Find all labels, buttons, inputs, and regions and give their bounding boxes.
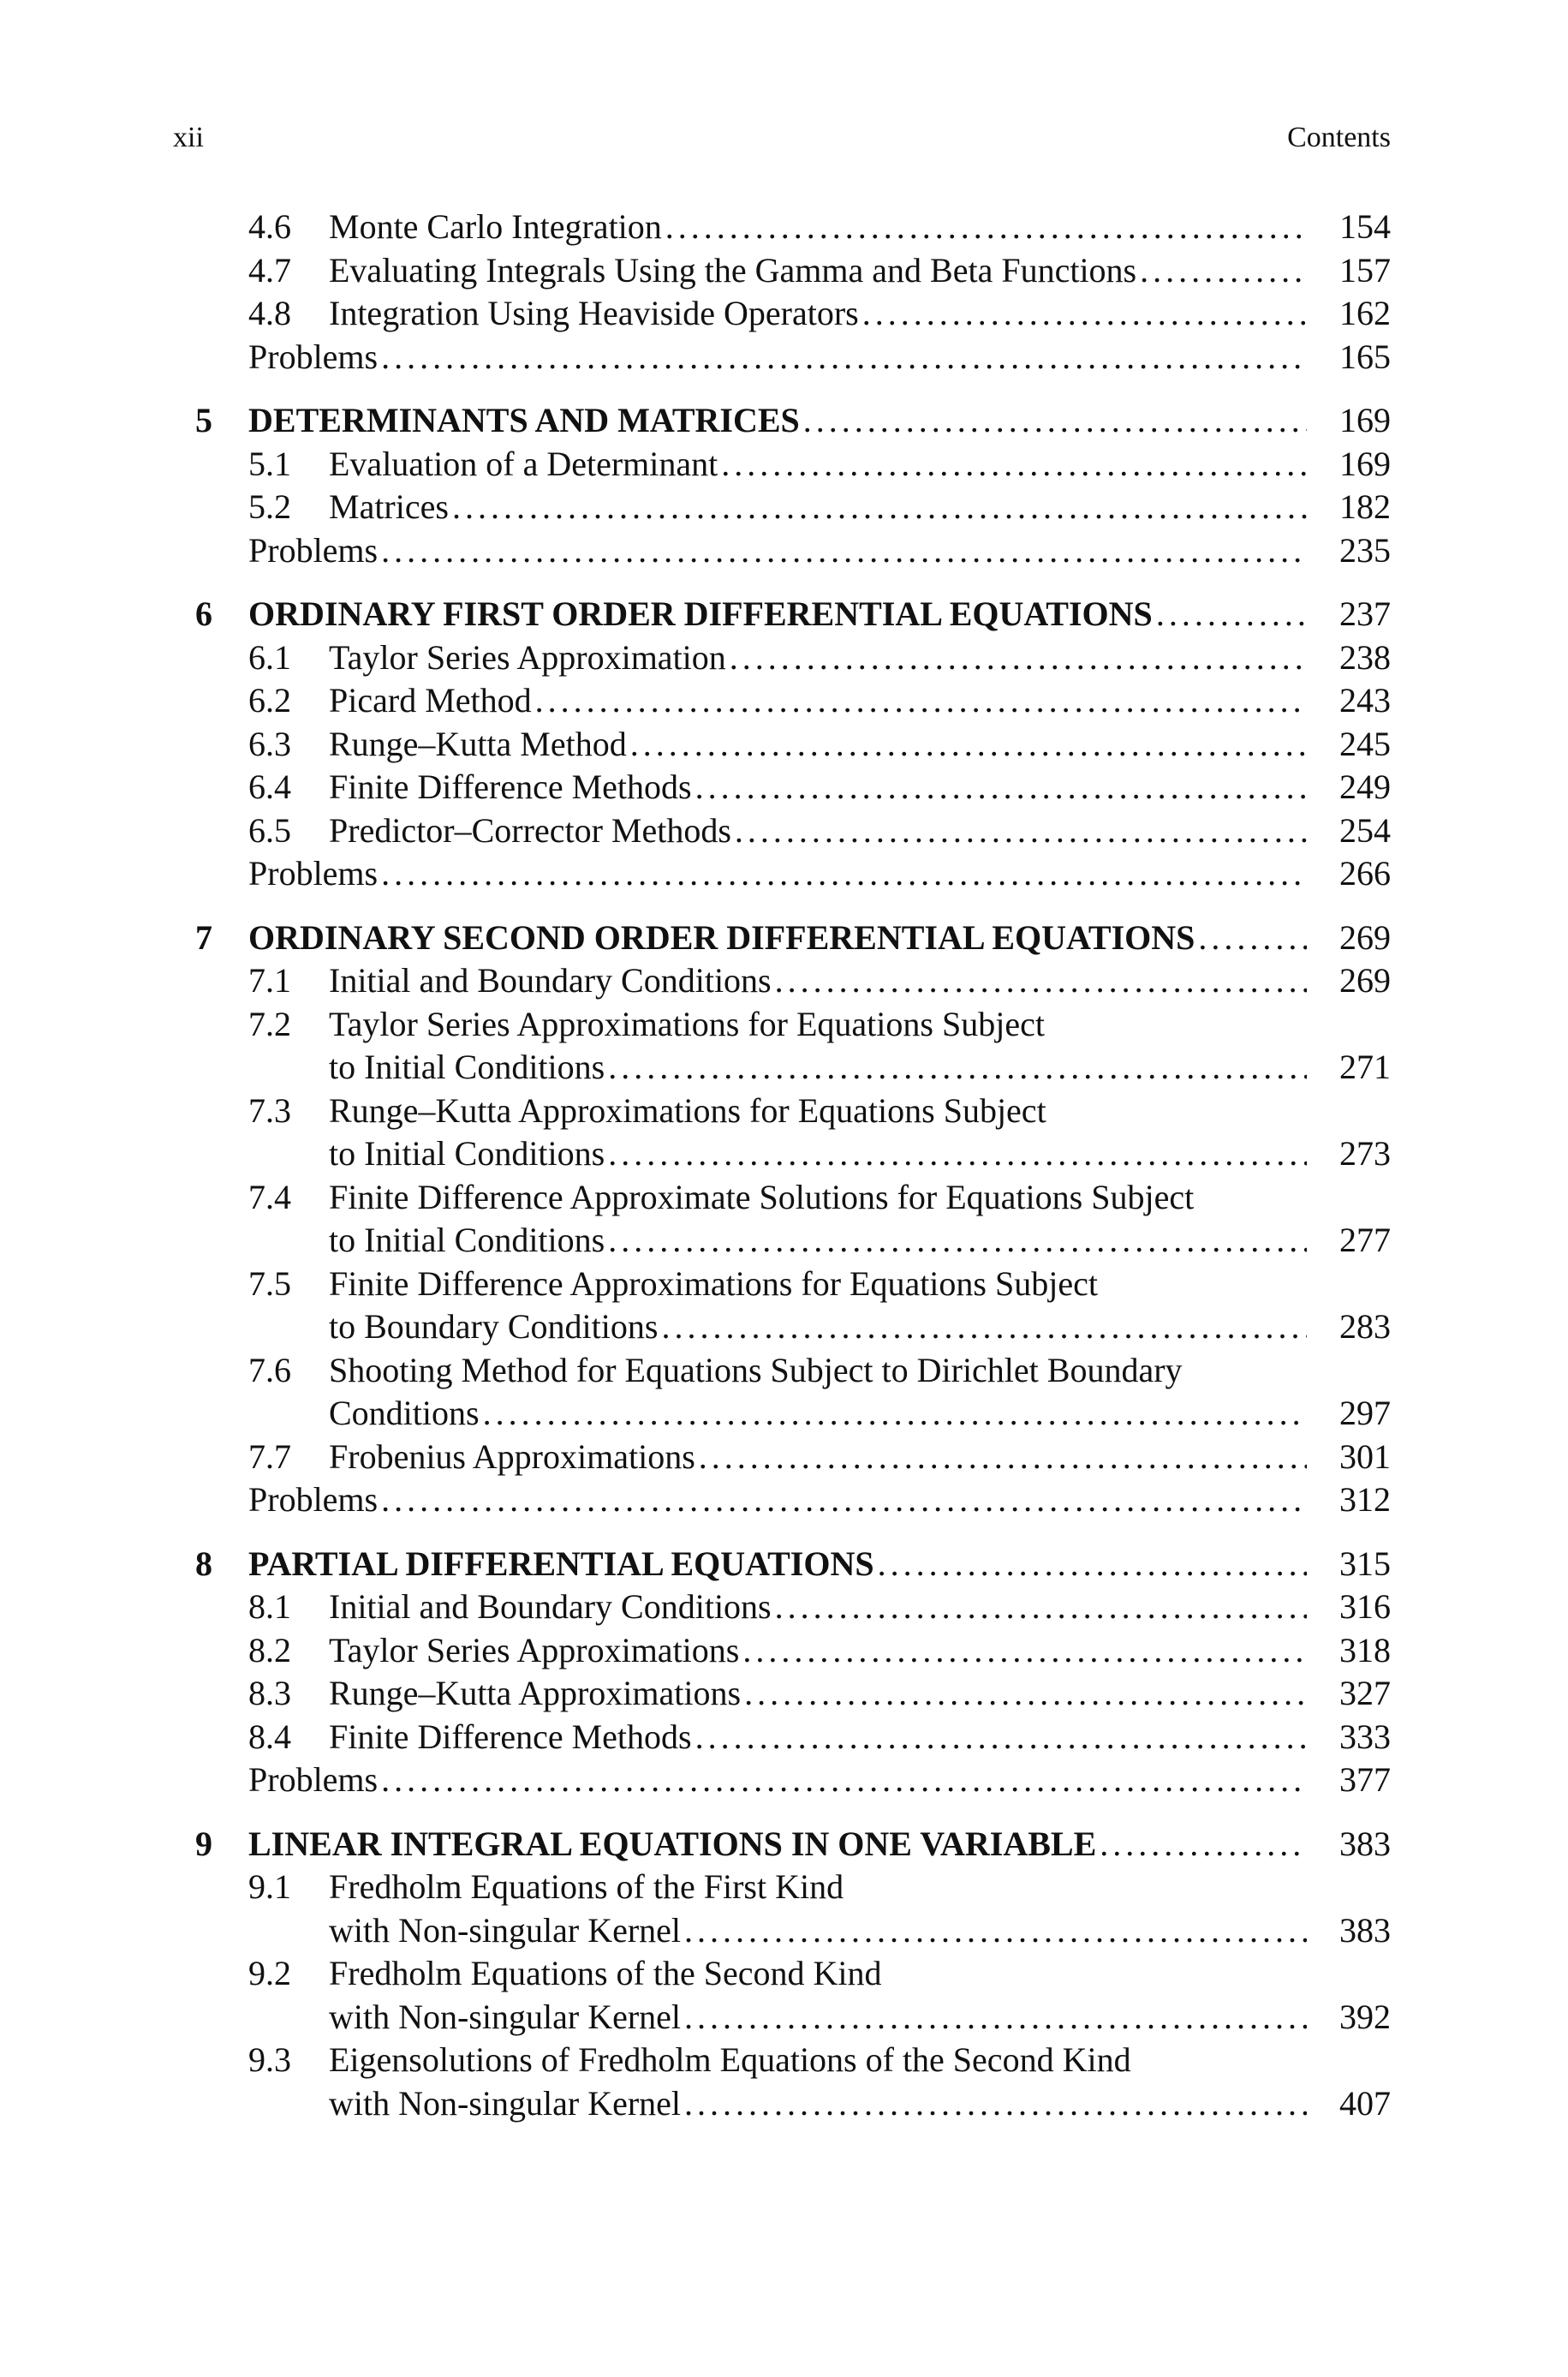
dot-leader	[878, 1543, 1307, 1586]
page-ref: 407	[1339, 2083, 1391, 2123]
chapter-6	[173, 593, 1391, 896]
toc-chapter-9[interactable]	[173, 1823, 1391, 1866]
dot-leader	[1198, 917, 1307, 960]
toc-entry-7-4-continued[interactable]	[173, 1219, 1391, 1263]
toc-chapter-7[interactable]	[173, 917, 1391, 960]
section-title: Evaluation of a Determinant	[329, 444, 718, 483]
section-number: 5.2	[248, 487, 291, 526]
section-title-line-2: to Boundary Conditions	[329, 1307, 659, 1346]
section-number: 9.3	[248, 2040, 291, 2079]
toc-entry-6-2[interactable]	[173, 679, 1391, 723]
section-number: 6.1	[248, 637, 291, 677]
section-number: 8.4	[248, 1717, 291, 1756]
toc-entry-7-5-continued[interactable]	[173, 1305, 1391, 1349]
toc-entry-7-6[interactable]	[173, 1349, 1391, 1393]
section-title: Finite Difference Methods	[329, 1717, 692, 1756]
dot-leader	[695, 766, 1307, 809]
section-number: 8.2	[248, 1630, 291, 1669]
dot-leader	[730, 636, 1307, 680]
problems-title: Problems	[248, 337, 379, 376]
dot-leader	[608, 1132, 1307, 1176]
page-ref: 315	[1339, 1544, 1391, 1583]
section-title: Frobenius Approximations	[329, 1436, 695, 1476]
dot-leader	[608, 1046, 1307, 1090]
page-ref: 377	[1339, 1760, 1391, 1799]
page-ref: 254	[1339, 810, 1391, 850]
page-ref: 157	[1339, 250, 1391, 290]
toc-entry-8-4[interactable]	[173, 1716, 1391, 1759]
section-title-line-1: Shooting Method for Equations Subject to Dirichlet Boundary	[329, 1350, 1183, 1389]
dot-leader	[742, 1629, 1307, 1673]
chapter-title: ORDINARY SECOND ORDER DIFFERENTIAL EQUATIONS	[248, 917, 1195, 957]
section-number: 9.1	[248, 1867, 291, 1906]
toc-entry-7-4[interactable]	[173, 1176, 1391, 1220]
section-title-line-2: with Non-singular Kernel	[329, 1910, 682, 1950]
toc-entry-4-7[interactable]	[173, 249, 1391, 293]
toc-entry-8-2[interactable]	[173, 1629, 1391, 1673]
problems-title: Problems	[248, 530, 379, 570]
toc-entry-4-6[interactable]	[173, 206, 1391, 249]
toc-entry-9-3-continued[interactable]	[173, 2082, 1391, 2126]
section-title: Taylor Series Approximation	[329, 637, 726, 677]
chapter-9	[173, 1823, 1391, 2126]
section-number: 7.4	[248, 1177, 291, 1216]
section-title-line-1: Taylor Series Approximations for Equations Subject	[329, 1004, 1045, 1043]
page-ref: 392	[1339, 1997, 1391, 2036]
toc-entry-9-3[interactable]	[173, 2039, 1391, 2082]
toc-chapter-6[interactable]	[173, 593, 1391, 636]
dot-leader	[803, 399, 1307, 443]
page-ref: 165	[1339, 337, 1391, 376]
chapter-title: LINEAR INTEGRAL EQUATIONS IN ONE VARIABLE	[248, 1824, 1097, 1863]
problems-title: Problems	[248, 854, 379, 893]
section-number: 7.5	[248, 1263, 291, 1303]
dot-leader	[775, 959, 1307, 1003]
dot-leader	[608, 1219, 1307, 1263]
dot-leader	[1156, 593, 1307, 636]
toc-entry-8-3[interactable]	[173, 1672, 1391, 1716]
page-ref: 162	[1339, 294, 1391, 332]
dot-leader	[381, 529, 1307, 573]
section-number: 7.3	[248, 1090, 291, 1130]
dot-leader	[381, 336, 1307, 379]
page-ref: 333	[1339, 1717, 1391, 1756]
section-title: Predictor–Corrector Methods	[329, 810, 731, 850]
toc-entry-8-1[interactable]	[173, 1586, 1391, 1629]
page-ref: 301	[1339, 1436, 1391, 1476]
chapter-number: 7	[195, 917, 212, 957]
toc-entry-6-4[interactable]	[173, 766, 1391, 809]
toc-chapter-5[interactable]	[173, 399, 1391, 443]
page-ref: 271	[1339, 1048, 1391, 1086]
page-ref: 238	[1339, 637, 1391, 677]
toc-entry-9-2-continued[interactable]	[173, 1996, 1391, 2040]
chapter-number: 5	[195, 401, 212, 439]
section-title-line-2: with Non-singular Kernel	[329, 2083, 682, 2123]
chapter-4-continued	[173, 206, 1391, 379]
page-ref: 237	[1339, 594, 1391, 633]
chapter-number: 8	[195, 1544, 212, 1583]
page-ref: 169	[1339, 444, 1391, 483]
toc-entry-7-problems[interactable]	[173, 1478, 1391, 1522]
section-number: 8.3	[248, 1674, 291, 1712]
toc-entry-8-problems[interactable]	[173, 1759, 1391, 1802]
page-ref: 327	[1339, 1674, 1391, 1712]
dot-leader	[721, 443, 1307, 487]
page-ref: 318	[1339, 1630, 1391, 1669]
section-title: Initial and Boundary Conditions	[329, 1587, 772, 1626]
dot-leader	[665, 206, 1307, 249]
section-title-line-1: Fredholm Equations of the Second Kind	[329, 1954, 882, 1992]
dot-leader	[452, 486, 1307, 529]
section-title: Integration Using Heaviside Operators	[329, 294, 859, 332]
dot-leader	[1140, 249, 1307, 293]
toc-entry-7-5[interactable]	[173, 1263, 1391, 1306]
chapter-title: DETERMINANTS AND MATRICES	[248, 401, 800, 439]
section-number: 7.1	[248, 961, 291, 1000]
toc-entry-7-6-continued[interactable]	[173, 1392, 1391, 1436]
dot-leader	[535, 679, 1307, 723]
page-ref: 316	[1339, 1587, 1391, 1626]
dot-leader	[483, 1392, 1307, 1436]
chapter-number: 9	[195, 1824, 212, 1863]
chapter-5	[173, 399, 1391, 572]
section-title-line-2: Conditions	[329, 1394, 480, 1432]
chapter-7	[173, 917, 1391, 1522]
section-number: 6.3	[248, 724, 291, 763]
toc-entry-7-2[interactable]	[173, 1003, 1391, 1047]
toc-entry-7-1[interactable]	[173, 959, 1391, 1003]
page-ref: 245	[1339, 724, 1391, 763]
section-number: 7.7	[248, 1436, 291, 1476]
problems-title: Problems	[248, 1480, 379, 1519]
page-ref: 283	[1339, 1307, 1391, 1346]
toc-entry-5-problems[interactable]	[173, 529, 1391, 573]
dot-leader	[862, 292, 1307, 336]
page-ref: 235	[1339, 530, 1391, 570]
chapter-title: PARTIAL DIFFERENTIAL EQUATIONS	[248, 1544, 874, 1583]
page-ref: 169	[1339, 401, 1391, 439]
toc-entry-9-2[interactable]	[173, 1952, 1391, 1996]
page-ref: 243	[1339, 681, 1391, 720]
chapter-8	[173, 1543, 1391, 1802]
toc-entry-6-3[interactable]	[173, 723, 1391, 767]
page-ref: 383	[1339, 1824, 1391, 1863]
section-number: 5.1	[248, 444, 291, 483]
toc-entry-6-problems[interactable]	[173, 852, 1391, 896]
section-title: Taylor Series Approximations	[329, 1630, 740, 1669]
chapter-title: ORDINARY FIRST ORDER DIFFERENTIAL EQUATIONS	[248, 594, 1153, 633]
section-number: 6.2	[248, 681, 291, 720]
section-title-line-2: to Initial Conditions	[329, 1048, 605, 1086]
page-ref: 269	[1339, 917, 1391, 957]
page-ref: 269	[1339, 961, 1391, 1000]
section-number: 4.6	[248, 207, 291, 246]
section-title-line-2: to Initial Conditions	[329, 1221, 605, 1259]
section-title-line-1: Finite Difference Approximations for Equations Subject	[329, 1263, 1098, 1303]
section-number: 8.1	[248, 1587, 291, 1626]
dot-leader	[699, 1436, 1307, 1479]
page-ref: 277	[1339, 1221, 1391, 1259]
toc-entry-7-7[interactable]	[173, 1436, 1391, 1479]
section-title-line-1: Fredholm Equations of the First Kind	[329, 1867, 844, 1906]
chapter-number: 6	[195, 594, 212, 633]
toc-entry-9-1[interactable]	[173, 1866, 1391, 1909]
page-ref: 312	[1339, 1480, 1391, 1519]
toc-entry-7-3-continued[interactable]	[173, 1132, 1391, 1176]
section-title: Runge–Kutta Approximations	[329, 1674, 742, 1712]
page-ref: 249	[1339, 767, 1391, 806]
toc-entry-9-1-continued[interactable]	[173, 1909, 1391, 1953]
page-ref: 266	[1339, 854, 1391, 893]
dot-leader	[775, 1586, 1307, 1629]
page-ref: 273	[1339, 1134, 1391, 1173]
section-title-line-1: Runge–Kutta Approximations for Equations Subject	[329, 1090, 1046, 1130]
section-title-line-2: with Non-singular Kernel	[329, 1997, 682, 2036]
page-ref: 383	[1339, 1910, 1391, 1950]
section-title: Runge–Kutta Method	[329, 724, 627, 763]
dot-leader	[381, 1478, 1307, 1522]
dot-leader	[381, 852, 1307, 896]
page-ref: 154	[1339, 207, 1391, 246]
section-title: Picard Method	[329, 681, 532, 720]
toc-entry-5-2[interactable]	[173, 486, 1391, 529]
toc-entry-4-8[interactable]	[173, 292, 1391, 336]
problems-title: Problems	[248, 1760, 379, 1799]
dot-leader	[661, 1305, 1307, 1349]
section-title: Initial and Boundary Conditions	[329, 961, 772, 1000]
toc-chapter-8[interactable]	[173, 1543, 1391, 1586]
section-title: Matrices	[329, 487, 449, 526]
dot-leader	[684, 1996, 1307, 2040]
toc-entry-7-2-continued[interactable]	[173, 1046, 1391, 1090]
section-title: Finite Difference Methods	[329, 767, 692, 806]
dot-leader	[744, 1672, 1307, 1716]
page-ref: 182	[1339, 487, 1391, 526]
section-title: Monte Carlo Integration	[329, 207, 662, 246]
table-of-contents	[173, 206, 1391, 2146]
page-number: xii	[173, 122, 204, 153]
section-number: 4.7	[248, 250, 291, 290]
page-header	[173, 122, 1391, 164]
section-title: Evaluating Integrals Using the Gamma and Beta Functions	[329, 250, 1137, 290]
section-number: 7.2	[248, 1004, 291, 1043]
toc-entry-5-1[interactable]	[173, 443, 1391, 487]
page-ref: 297	[1339, 1394, 1391, 1432]
section-number: 4.8	[248, 294, 291, 332]
section-title-line-1: Eigensolutions of Fredholm Equations of the Second Kind	[329, 2040, 1131, 2079]
dot-leader	[684, 2082, 1307, 2126]
dot-leader	[735, 809, 1307, 853]
section-title-line-1: Finite Difference Approximate Solutions for Equations Subject	[329, 1177, 1195, 1216]
section-number: 9.2	[248, 1954, 291, 1992]
section-title-line-2: to Initial Conditions	[329, 1134, 605, 1173]
running-head: Contents	[1287, 122, 1391, 153]
dot-leader	[630, 723, 1307, 767]
toc-entry-4-problems[interactable]	[173, 336, 1391, 379]
toc-entry-6-1[interactable]	[173, 636, 1391, 680]
toc-entry-6-5[interactable]	[173, 809, 1391, 853]
dot-leader	[1100, 1823, 1307, 1866]
section-number: 6.4	[248, 767, 291, 806]
dot-leader	[684, 1909, 1307, 1953]
dot-leader	[695, 1716, 1307, 1759]
section-number: 6.5	[248, 810, 291, 850]
dot-leader	[381, 1759, 1307, 1802]
section-number: 7.6	[248, 1350, 291, 1389]
toc-entry-7-3[interactable]	[173, 1090, 1391, 1133]
